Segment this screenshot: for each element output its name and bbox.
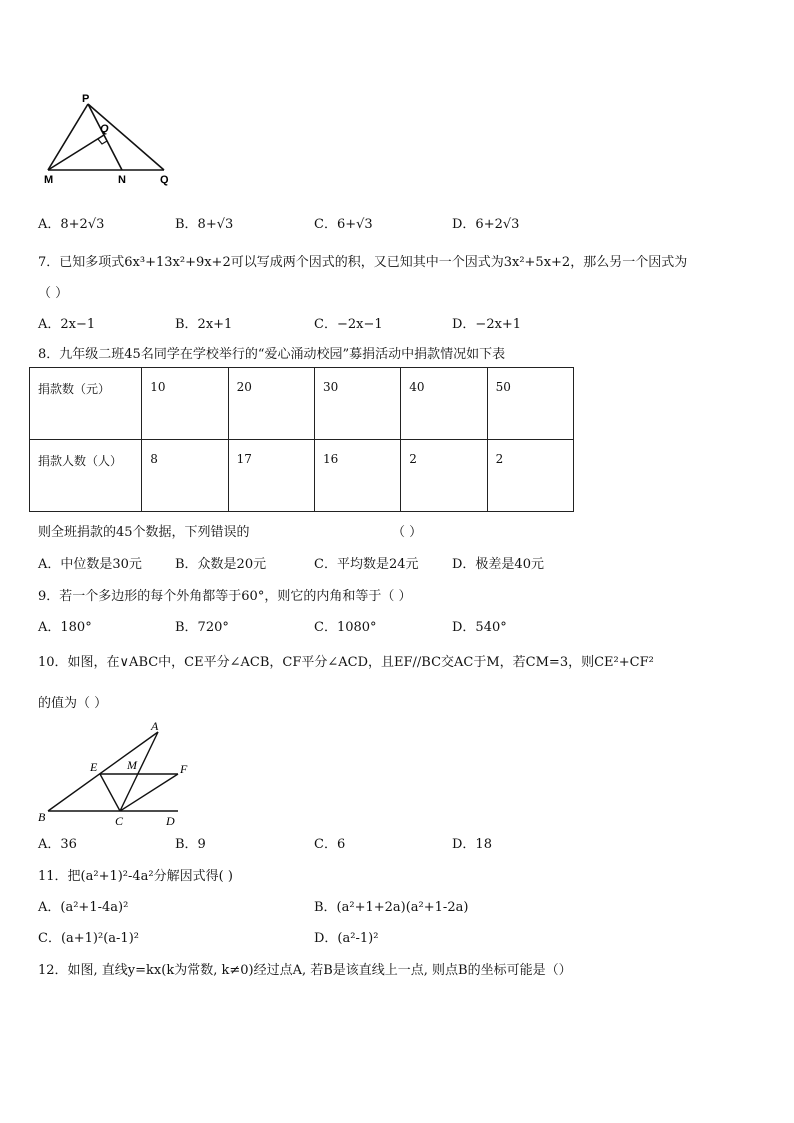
q7-question-line1: 7．已知多项式6x³+13x²+9x+2可以写成两个因式的积，又已知其中一个因式为3x²+5x+2，那么另一个因式为	[38, 255, 688, 270]
q6-option-c[interactable]: C．6+√3	[314, 217, 373, 232]
q6-option-a[interactable]: A．8+2√3	[38, 217, 105, 232]
q9-option-c[interactable]: C．1080°	[314, 620, 377, 635]
table-cell: 2	[487, 440, 573, 512]
q12-question: 12．如图, 直线y=kx(k为常数, k≠0)经过点A, 若B是该直线上一点, 则点B的坐标可能是（）	[38, 963, 572, 978]
table-cell: 捐款数（元）	[30, 368, 142, 440]
q8-followup: 则全班捐款的45个数据，下列错误的	[38, 525, 250, 540]
q7-option-b[interactable]: B．2x+1	[175, 317, 233, 332]
label-e: E	[90, 760, 98, 774]
triangle-figure-abc	[34, 718, 204, 828]
q8-question: 8．九年级二班45名同学在学校举行的“爱心涌动校园”募捐活动中捐款情况如下表	[38, 347, 506, 362]
q10-question-line2: 的值为（ ）	[38, 696, 108, 711]
triangle-figure-pmnq	[40, 92, 180, 187]
q11-question: 11．把(a²+1)²-4a²分解因式得( )	[38, 869, 233, 884]
label-c: C	[115, 814, 124, 828]
label-q-top: Q	[100, 123, 109, 135]
q10-option-a[interactable]: A．36	[38, 837, 77, 852]
table-cell: 捐款人数（人）	[30, 440, 142, 512]
q9-question: 9．若一个多边形的每个外角都等于60°，则它的内角和等于（ ）	[38, 589, 412, 604]
q6-option-b[interactable]: B．8+√3	[175, 217, 234, 232]
q7-option-c[interactable]: C．−2x−1	[314, 317, 383, 332]
q11-option-a[interactable]: A．(a²+1-4a)²	[38, 900, 129, 915]
q10-option-d[interactable]: D．18	[452, 837, 492, 852]
q11-option-c[interactable]: C．(a+1)²(a-1)²	[38, 931, 139, 946]
table-cell: 10	[142, 368, 228, 440]
table-cell: 50	[487, 368, 573, 440]
table-row	[30, 440, 574, 512]
q8-option-c[interactable]: C．平均数是24元	[314, 557, 419, 572]
table-row	[30, 368, 574, 440]
table-cell: 16	[314, 440, 400, 512]
table-cell: 20	[228, 368, 314, 440]
label-d: D	[166, 814, 175, 828]
table-cell: 30	[314, 368, 400, 440]
q7-option-d[interactable]: D．−2x+1	[452, 317, 522, 332]
label-q-bottom: Q	[160, 174, 169, 186]
q8-option-b[interactable]: B．众数是20元	[175, 557, 267, 572]
q11-option-b[interactable]: B．(a²+1+2a)(a²+1-2a)	[314, 900, 469, 915]
donation-table	[29, 367, 574, 512]
q11-option-d[interactable]: D．(a²-1)²	[314, 931, 379, 946]
q9-option-b[interactable]: B．720°	[175, 620, 229, 635]
q9-option-a[interactable]: A．180°	[38, 620, 92, 635]
q8-option-d[interactable]: D．极差是40元	[452, 557, 544, 572]
q10-option-c[interactable]: C．6	[314, 837, 346, 852]
label-b: B	[38, 810, 46, 824]
q9-option-d[interactable]: D．540°	[452, 620, 507, 635]
table-cell: 40	[401, 368, 487, 440]
label-f: F	[180, 762, 188, 776]
q10-option-b[interactable]: B．9	[175, 837, 206, 852]
q7-option-a[interactable]: A．2x−1	[38, 317, 96, 332]
q10-question-line1: 10．如图，在∨ABC中，CE平分∠ACB，CF平分∠ACD，且EF//BC交AC于M，若CM=3，则CE²+CF²	[38, 655, 654, 670]
q8-answer-paren: （ ）	[392, 525, 423, 540]
q7-question-line2: （ ）	[38, 286, 69, 301]
label-m: M	[44, 174, 54, 186]
table-cell: 17	[228, 440, 314, 512]
table-cell: 8	[142, 440, 228, 512]
table-cell: 2	[401, 440, 487, 512]
label-p: P	[82, 93, 90, 105]
q6-option-d[interactable]: D．6+2√3	[452, 217, 520, 232]
q8-option-a[interactable]: A．中位数是30元	[38, 557, 142, 572]
label-m: M	[127, 758, 137, 772]
label-a: A	[151, 719, 159, 733]
label-n: N	[118, 174, 126, 186]
